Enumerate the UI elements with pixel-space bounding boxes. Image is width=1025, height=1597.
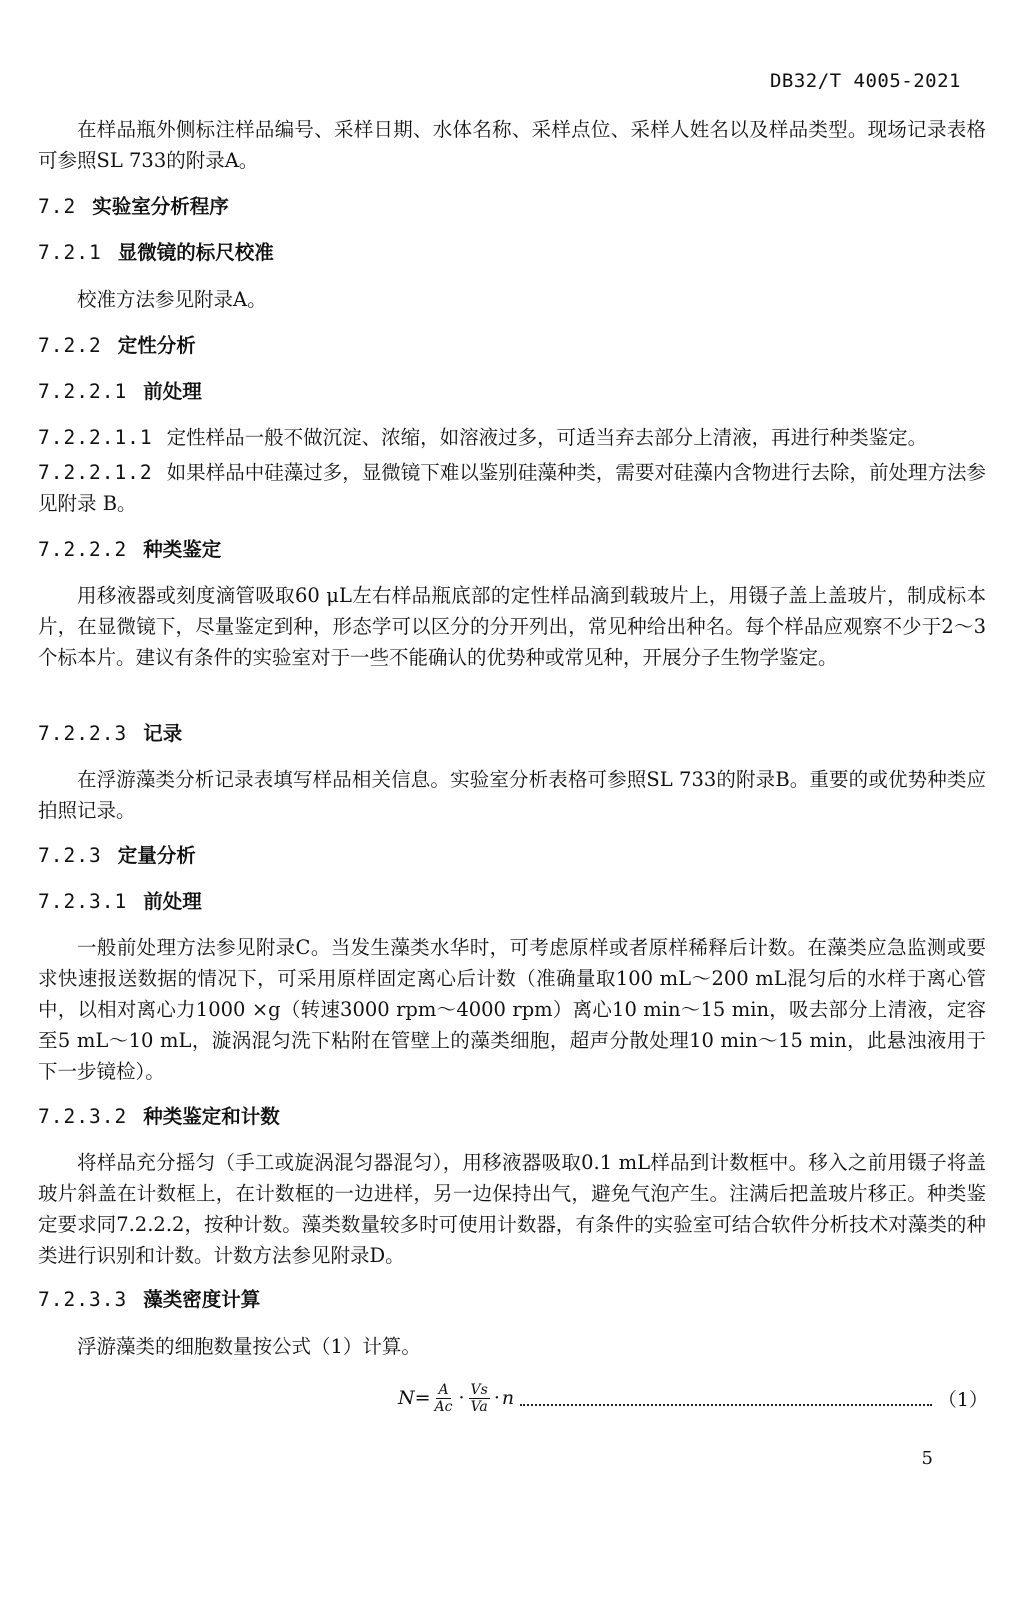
clause-7-2-2-1-1 [38, 422, 986, 453]
paragraph-7-2-3-2: 将样品充分摇匀（手工或旋涡混匀器混匀），用移液器吸取0.1 mL样品到计数框中。移入之前用镊子将盖玻片斜盖在计数框上，在计数框的一边进样，另一边保持出气，避免气泡产生。注满后把盖玻片移正。种类鉴定要求同7.2.2.2，按种计数。藻类数量较多时可使用计数器，有条件的实验室可结合软件分析技术对藻类的种类进行识别和计数。计数方法参见附录D。 [38, 1151, 986, 1267]
formula-variable-n: n [501, 1387, 515, 1409]
paragraph-7-2-2-3: 在浮游藻类分析记录表填写样品相关信息。实验室分析表格可参照SL 733的附录B。重要的或优势种类应拍照记录。 [38, 768, 986, 822]
fraction-denominator: Ac [434, 1398, 453, 1415]
fraction-numerator: Vs [470, 1381, 488, 1398]
heading-number: 7.2.3 [38, 844, 102, 867]
fraction-volume [469, 1382, 490, 1415]
fraction-area [433, 1382, 455, 1415]
heading-7-2-3-2 [38, 1101, 280, 1132]
formula-lhs: N= [398, 1387, 431, 1409]
heading-title: 记录 [143, 722, 183, 745]
heading-title: 定性分析 [117, 334, 196, 357]
heading-title: 种类鉴定 [143, 538, 222, 561]
heading-number: 7.2 [38, 195, 77, 218]
clause-text: 定性样品一般不做沉淀、浓缩，如溶液过多，可适当弃去部分上清液，再进行种类鉴定。 [166, 426, 928, 449]
formula-line [398, 1376, 988, 1420]
heading-title: 种类鉴定和计数 [143, 1105, 280, 1128]
clause-7-2-2-1-2 [38, 457, 986, 519]
clause-text: 如果样品中硅藻过多，显微镜下难以鉴别硅藻种类，需要对硅藻内含物进行去除，前处理方法参见附录 B。 [38, 461, 986, 515]
heading-7-2-3-1 [38, 886, 202, 917]
heading-number: 7.2.2.1 [38, 380, 128, 403]
clause-number: 7.2.2.1.1 [38, 426, 153, 449]
heading-7-2-3 [38, 840, 196, 871]
paragraph-7-2-3-3: 浮游藻类的细胞数量按公式（1）计算。 [77, 1335, 421, 1358]
heading-7-2-2-1 [38, 376, 202, 407]
fraction-denominator: Va [470, 1398, 488, 1415]
paragraph-intro: 在样品瓶外侧标注样品编号、采样日期、水体名称、采样点位、采样人姓名以及样品类型。现场记录表格可参照SL 733的附录A。 [38, 118, 986, 172]
formula [398, 1382, 514, 1415]
heading-number: 7.2.2.3 [38, 722, 128, 745]
heading-title: 实验室分析程序 [92, 195, 229, 218]
heading-7-2-2 [38, 330, 196, 361]
heading-title: 前处理 [143, 380, 202, 403]
heading-number: 7.2.3.3 [38, 1288, 128, 1311]
heading-title: 前处理 [143, 890, 202, 913]
page-number: 5 [921, 1448, 933, 1469]
dot-leader [520, 1404, 932, 1406]
heading-7-2-2-2 [38, 534, 221, 565]
heading-number: 7.2.3.2 [38, 1105, 128, 1128]
paragraph-7-2-3-1: 一般前处理方法参见附录C。当发生藻类水华时，可考虑原样或者原样稀释后计数。在藻类应急监测或要求快速报送数据的情况下，可采用原样固定离心后计数（准确量取100 mL～200 mL混匀后的水样于离心管中，以相对离心力1000 ×g（转速3000 rpm～4000 rpm）离心10 min～15 min，吸去部分上清液，定容至5 mL～10 mL，漩涡混匀洗下粘附在管壁上的藻类细胞，超声分散处理10 min～15 min，此悬浊液用于下一步镜检）。 [38, 936, 986, 1083]
heading-title: 藻类密度计算 [143, 1288, 261, 1311]
document-code: DB32/T 4005-2021 [769, 70, 961, 92]
clause-number: 7.2.2.1.2 [38, 461, 153, 484]
equation-number: （1） [937, 1388, 988, 1411]
heading-7-2 [38, 191, 229, 222]
heading-number: 7.2.1 [38, 241, 102, 264]
heading-number: 7.2.3.1 [38, 890, 128, 913]
heading-title: 定量分析 [117, 844, 196, 867]
heading-7-2-1 [38, 237, 274, 268]
heading-number: 7.2.2.2 [38, 538, 128, 561]
heading-7-2-3-3 [38, 1284, 260, 1315]
fraction-numerator: A [438, 1381, 449, 1398]
heading-title: 显微镜的标尺校准 [117, 241, 274, 264]
paragraph-7-2-2-2: 用移液器或刻度滴管吸取60 μL左右样品瓶底部的定性样品滴到载玻片上，用镊子盖上盖玻片，制成标本片，在显微镜下，尽量鉴定到种，形态学可以区分的分开列出，常见种给出种名。每个样品应观察不少于2～3个标本片。建议有条件的实验室对于一些不能确认的优势种或常见种，开展分子生物学鉴定。 [38, 584, 986, 669]
multiply-dot: · [493, 1387, 500, 1409]
heading-number: 7.2.2 [38, 334, 102, 357]
multiply-dot: · [458, 1387, 465, 1409]
paragraph-7-2-1: 校准方法参见附录A。 [77, 288, 267, 311]
heading-7-2-2-3 [38, 718, 182, 749]
